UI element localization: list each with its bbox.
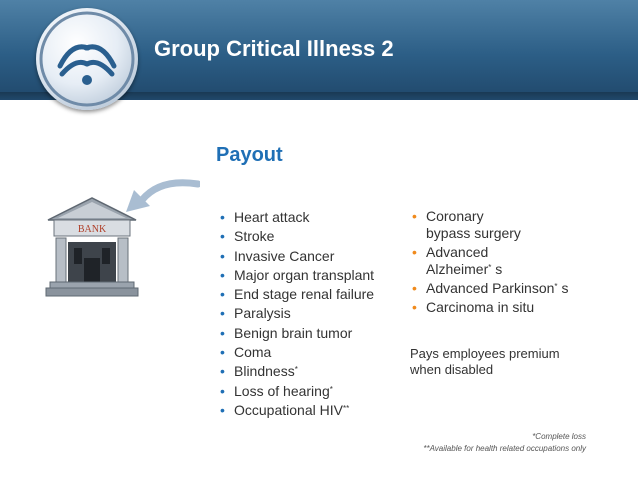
bullet-icon: • bbox=[412, 280, 417, 296]
bullet-icon: • bbox=[412, 299, 417, 315]
bullet-icon: • bbox=[220, 363, 225, 380]
illness-list-right bbox=[412, 208, 568, 318]
bullet-icon: • bbox=[220, 344, 225, 361]
list-item: • End stage renal failure bbox=[220, 285, 374, 304]
list-item: • Coronary bypass surgery bbox=[412, 208, 521, 241]
bullet-icon: • bbox=[220, 286, 225, 303]
list-item: • Coma bbox=[220, 343, 374, 362]
bullet-icon: • bbox=[412, 244, 417, 260]
bullet-icon: • bbox=[220, 401, 225, 418]
list-item: • Stroke bbox=[220, 227, 374, 246]
list-item: • Advanced Alzheimer* s bbox=[412, 244, 503, 277]
bullet-icon: • bbox=[220, 209, 225, 225]
list-item: • Invasive Cancer bbox=[220, 247, 374, 266]
page-title: Group Critical Illness 2 bbox=[154, 36, 394, 61]
bullet-icon: • bbox=[220, 382, 225, 399]
bullet-icon: • bbox=[220, 228, 225, 245]
list-item: • Heart attack bbox=[220, 208, 374, 227]
list-item: • Loss of hearing* bbox=[220, 382, 374, 401]
list-item: • Advanced Parkinson* s bbox=[412, 280, 569, 296]
hands-logo-icon bbox=[36, 8, 138, 110]
bank-sign: BANK bbox=[77, 224, 107, 235]
bullet-icon: • bbox=[220, 324, 225, 341]
list-item: • Major organ transplant bbox=[220, 266, 374, 285]
bullet-icon: • bbox=[220, 247, 225, 264]
illness-list-left bbox=[220, 208, 374, 420]
bank-building-icon bbox=[40, 196, 144, 300]
bullet-icon: • bbox=[412, 208, 417, 224]
list-item: • Benign brain tumor bbox=[220, 324, 374, 343]
section-title: Payout bbox=[216, 144, 283, 166]
list-item: • Paralysis bbox=[220, 304, 374, 323]
footnote-complete-loss: *Complete loss bbox=[532, 432, 586, 441]
bullet-icon: • bbox=[220, 305, 225, 322]
bullet-icon: • bbox=[220, 266, 225, 283]
list-item: • Carcinoma in situ bbox=[412, 299, 535, 315]
list-item: • Occupational HIV** bbox=[220, 401, 374, 420]
footnote-hiv: **Available for health related occupations only bbox=[423, 444, 586, 453]
premium-note: Pays employees premium when disabled bbox=[410, 346, 560, 377]
list-item: • Blindness* bbox=[220, 362, 374, 381]
